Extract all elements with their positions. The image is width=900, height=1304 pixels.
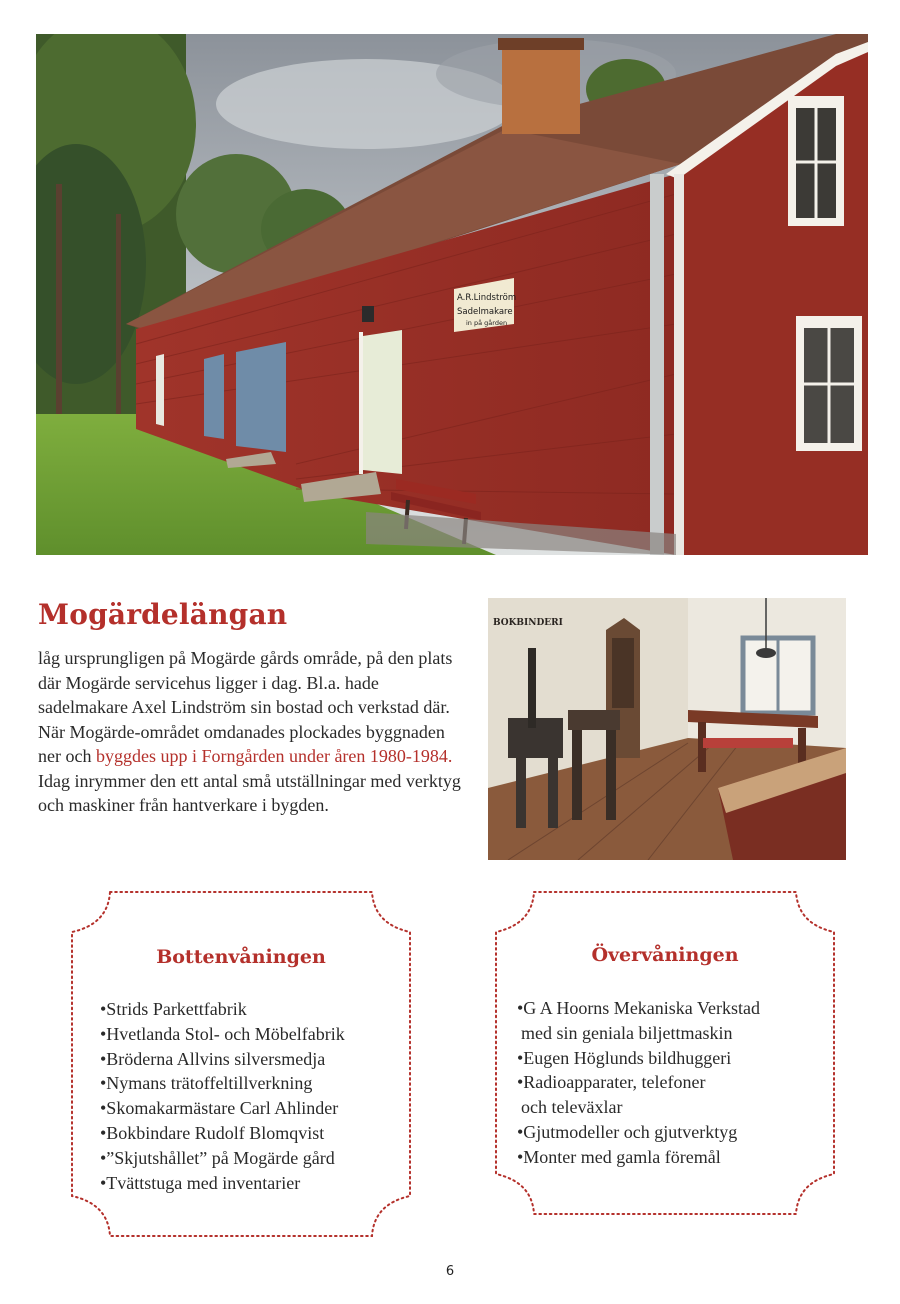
list-item-continuation: med sin geniala biljettmaskin (521, 1022, 733, 1043)
list-item: •Hvetlanda Stol- och Möbelfabrik (100, 1023, 345, 1044)
list-item: •G A Hoorns Mekaniska Verkstad (517, 998, 760, 1018)
ground-floor-box (68, 888, 414, 1240)
list-item: •Gjutmodeller och gjutverktyg (517, 1121, 738, 1142)
page-number: 6 (445, 1264, 455, 1279)
sign-line-1: A.R.Lindström (457, 293, 517, 303)
intro-text-part2: Idag inrymmer den ett antal små utställningar med verktyg och maskiner från hantverkare i bygden. (38, 770, 461, 815)
upper-floor-list (517, 996, 760, 1170)
intro-text-part1: låg ursprungligen på Mogärde gårds område, på den plats där Mogärde servicehus ligger i dag. Bl.a. hade sadelmakare Axel Lindström sin bostad och verkstad där. När Mogärde-området omdanades plockades byggnaden ner och (38, 648, 453, 766)
building-photo (36, 34, 868, 555)
ground-floor-list (100, 997, 345, 1195)
intro-highlight: byggdes upp i Forngården under åren 1980-1984. (95, 746, 453, 766)
upper-floor-title: Övervåningen (591, 944, 739, 966)
list-item: •Bokbindare Rudolf Blomqvist (100, 1122, 325, 1143)
list-item: •”Skjutshållet” på Mogärde gård (100, 1147, 335, 1168)
list-item: •Skomakarmästare Carl Ahlinder (100, 1098, 339, 1119)
list-item: •Eugen Höglunds bildhuggeri (517, 1047, 732, 1068)
list-item: •Bröderna Allvins silversmedja (100, 1048, 326, 1069)
list-item: •Nymans trätoffeltillverkning (100, 1073, 313, 1094)
workshop-photo (488, 598, 846, 860)
list-item: •Radioapparater, telefoner (517, 1072, 706, 1093)
intro-paragraph (38, 646, 468, 818)
list-item-continuation: och televäxlar (521, 1097, 623, 1118)
upper-floor-box (492, 888, 838, 1218)
list-item: •Monter med gamla föremål (517, 1146, 721, 1167)
sign-line-3: in på gården (466, 319, 508, 327)
bokbinderi-sign: BOKBINDERI (493, 618, 563, 628)
sign-line-2: Sadelmakare (457, 307, 513, 317)
page-title: Mogärdelängan (38, 598, 288, 631)
list-item: •Tvättstuga med inventarier (100, 1172, 301, 1193)
list-item: •Strids Parkettfabrik (100, 999, 247, 1019)
ground-floor-title: Bottenvåningen (156, 946, 326, 968)
